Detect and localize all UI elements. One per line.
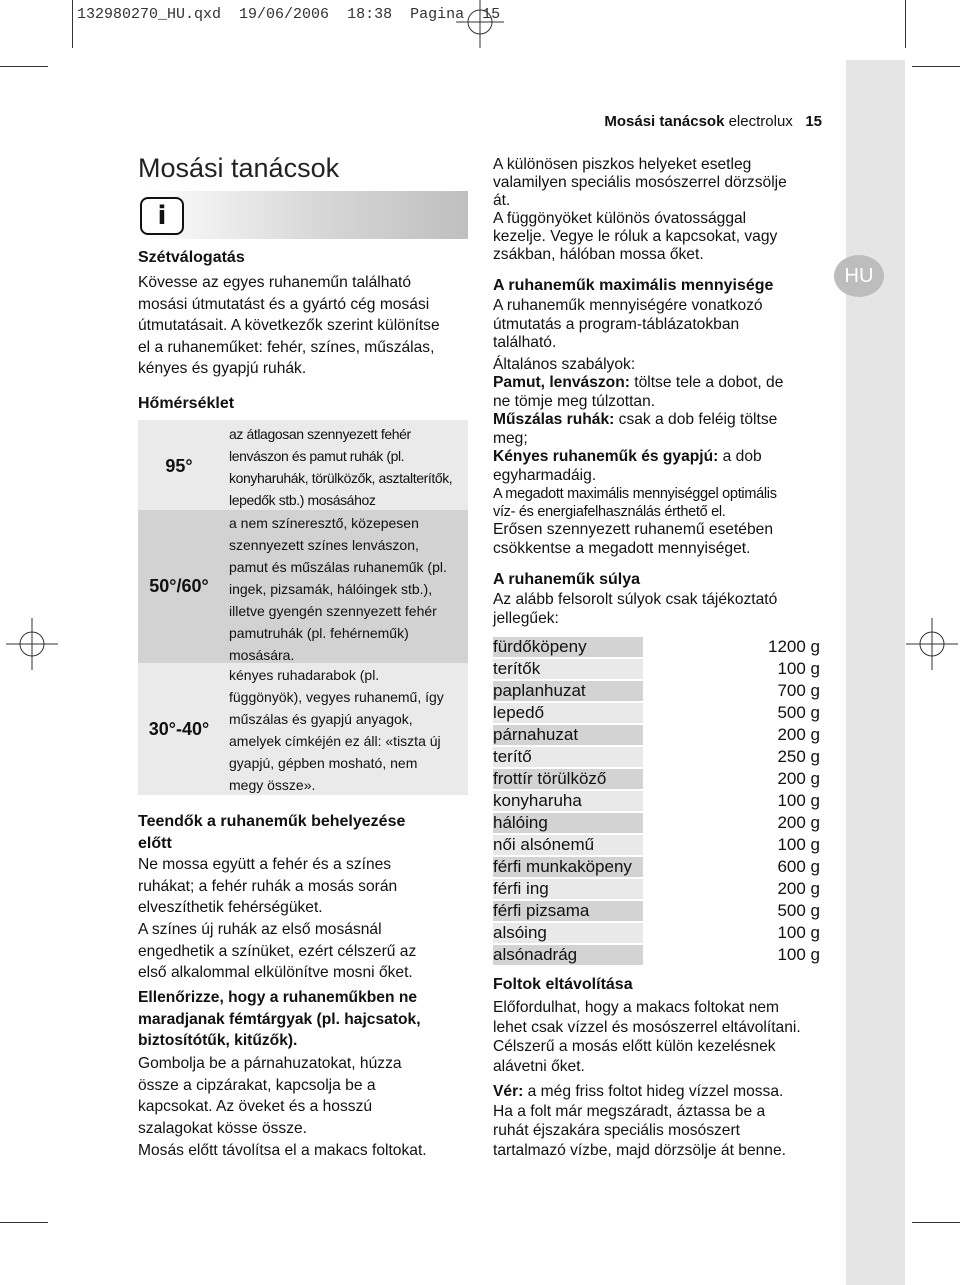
temperature-row — [138, 510, 468, 663]
weight-name: lepedő — [493, 703, 643, 723]
table-row — [493, 725, 824, 745]
temperature-description: kényes ruhadarabok (pl. függönyök), vegyes ruhanemű, így műszálas és gyapjú anyagok, amelyek címkéjén ez áll: «tiszta új gyapjú, gépben mosható, nem megy össze». — [229, 667, 444, 793]
weight-name: terítő — [493, 747, 643, 767]
weight-name: alsóing — [493, 923, 643, 943]
table-row — [493, 791, 824, 811]
temperature-label: 30°-40° — [148, 719, 210, 739]
weight-name: alsónadrág — [493, 945, 643, 965]
weight-value: 1200 g — [768, 637, 820, 656]
language-badge: HU — [834, 255, 884, 297]
intro-text: A különösen piszkos helyeket esetleg valamilyen speciális mosószerrel dörzsölje át. A függönyöket különös óvatossággal kezelje. Vegye le róluk a kapcsokat, vagy zsákban, hálóban mossa őket. — [493, 156, 787, 263]
temperature-label: 50°/60° — [149, 576, 209, 596]
weight-value: 100 g — [777, 791, 820, 810]
weight-value: 500 g — [777, 703, 820, 722]
crop-mark — [72, 0, 73, 48]
weight-name: hálóing — [493, 813, 643, 833]
sort-heading: Szétválogatás — [138, 249, 245, 266]
weight-value: 200 g — [777, 725, 820, 744]
weight-value: 200 g — [777, 769, 820, 788]
print-slug: 132980270_HU.qxd 19/06/2006 18:38 Pagina 15 — [77, 6, 501, 23]
weight-value: 100 g — [777, 659, 820, 678]
stain-text: Előfordulhat, hogy a makacs foltokat nem lehet csak vízzel és mosószerrel eltávolítani. Célszerű a mosás előtt külön kezelésnek alávetni őket. — [493, 999, 801, 1075]
table-row — [493, 769, 824, 789]
weight-name: női alsónemű — [493, 835, 643, 855]
crop-mark — [905, 0, 906, 48]
weight-name: terítők — [493, 659, 643, 679]
info-bar — [138, 191, 468, 239]
preparation-text: Gombolja be a párnahuzatokat, húzza össze a cipzárakat, kapcsolja be a kapcsokat. Az öveket és a hosszú szalagokat kösse össze. — [138, 1055, 402, 1137]
weight-name: férfi munkaköpeny — [493, 857, 643, 877]
side-tab — [846, 60, 905, 1285]
stain-heading: Foltok eltávolítása — [493, 976, 633, 993]
max-load-note: Erősen szennyezett ruhanemű esetében csökkentse a megadott mennyiséget. — [493, 521, 774, 557]
weight-value: 250 g — [777, 747, 820, 766]
weight-value: 200 g — [777, 813, 820, 832]
crop-mark — [0, 1222, 48, 1223]
crop-mark — [0, 66, 48, 67]
table-row — [493, 835, 824, 855]
table-row — [493, 637, 824, 657]
temperature-heading: Hőmérséklet — [138, 395, 235, 412]
weight-value: 100 g — [777, 923, 820, 942]
info-icon: i — [140, 197, 184, 235]
weight-name: párnahuzat — [493, 725, 643, 745]
table-row — [493, 857, 824, 877]
max-load-note: A megadott maximális mennyiséggel optimális víz- és energiafelhasználás érthető el. — [493, 486, 777, 520]
weight-name: férfi pizsama — [493, 901, 643, 921]
table-row — [493, 813, 824, 833]
table-row — [493, 879, 824, 899]
weight-name: férfi ing — [493, 879, 643, 899]
weight-value: 600 g — [777, 857, 820, 876]
weight-name: frottír törülköző — [493, 769, 643, 789]
weights-text: Az alább felsorolt súlyok csak tájékoztató jellegűek: — [493, 591, 778, 627]
table-row — [493, 659, 824, 679]
preparation-text: A színes új ruhák az első mosásnál engedhetik a színüket, ezért célszerű az első alkalommal elkülönítve mosni őket. — [138, 921, 417, 981]
table-row — [493, 901, 824, 921]
weight-value: 100 g — [777, 835, 820, 854]
crop-mark — [912, 1222, 960, 1223]
table-row — [493, 703, 824, 723]
temperature-description: a nem színeresztő, közepesen szennyezett színes lenvászon, pamut és műszálas ruhaneműk (pl. ingek, pizsamák, hálóingek stb.), illetve gyengén szennyezett fehér pamutruhák (pl. fehérneműk) mosására. — [229, 515, 447, 663]
preparation-text: Mosás előtt távolítsa el a makacs foltokat. — [138, 1142, 427, 1159]
table-row — [493, 681, 824, 701]
running-header: Mosási tanácsok electrolux 15 — [604, 113, 822, 130]
weight-name: paplanhuzat — [493, 681, 643, 701]
weight-value: 700 g — [777, 681, 820, 700]
page-title: Mosási tanácsok — [138, 153, 340, 183]
crop-mark — [912, 66, 960, 67]
weight-value: 200 g — [777, 879, 820, 898]
temperature-row — [138, 420, 468, 510]
table-row — [493, 747, 824, 767]
max-load-heading: A ruhaneműk maximális mennyisége — [493, 277, 774, 294]
weight-value: 100 g — [777, 945, 820, 964]
temperature-description: az átlagosan szennyezett fehér lenvászon és pamut ruhák (pl. konyharuhák, törülközők, asztalterítők, lepedők stb.) mosásához — [229, 426, 453, 508]
registration-mark-icon — [4, 616, 60, 672]
weight-name: konyharuha — [493, 791, 643, 811]
weight-value: 500 g — [777, 901, 820, 920]
blood-stain-text: Vér: a még friss foltot hideg vízzel mossa. Ha a folt már megszáradt, áztassa be a ruhát éjszakára speciális mosószert tartalmazó vízbe, majd dörzsölje át benne. — [493, 1083, 786, 1159]
table-row — [493, 923, 824, 943]
preparation-text: Ne mossa együtt a fehér és a színes ruhákat; a fehér ruhák a mosás során elveszíthetik fehérségüket. — [138, 856, 398, 916]
weights-heading: A ruhaneműk súlya — [493, 571, 641, 588]
table-row — [493, 945, 824, 965]
temperature-label: 95° — [165, 456, 193, 476]
max-load-text: A ruhaneműk mennyiségére vonatkozó útmutatás a program-táblázatokban található. Általános szabályok: Pamut, lenvászon: töltse tele a dobot, de ne tömje meg túlzottan. Műszálas ruhák: csak a dob feléig töltse meg; Kényes ruhaneműk és gyapjú: a dob egyharmadáig. — [493, 297, 784, 484]
temperature-row — [138, 663, 468, 795]
preparation-warning: Ellenőrizze, hogy a ruhaneműkben ne maradjanak fémtárgyak (pl. hajcsatok, biztosítótűk, kitűzők). — [138, 989, 421, 1049]
weight-name: fürdőköpeny — [493, 637, 643, 657]
sort-text: Kövesse az egyes ruhaneműn található mosási útmutatást és a gyártó cég mosási útmutatásait. A következők szerint különítse el a ruhaneműket: fehér, színes, műszálas, kényes és gyapjú ruhák. — [138, 274, 440, 377]
registration-mark-icon — [904, 616, 960, 672]
preparation-heading: Teendők a ruhaneműk behelyezése előtt — [138, 813, 406, 852]
